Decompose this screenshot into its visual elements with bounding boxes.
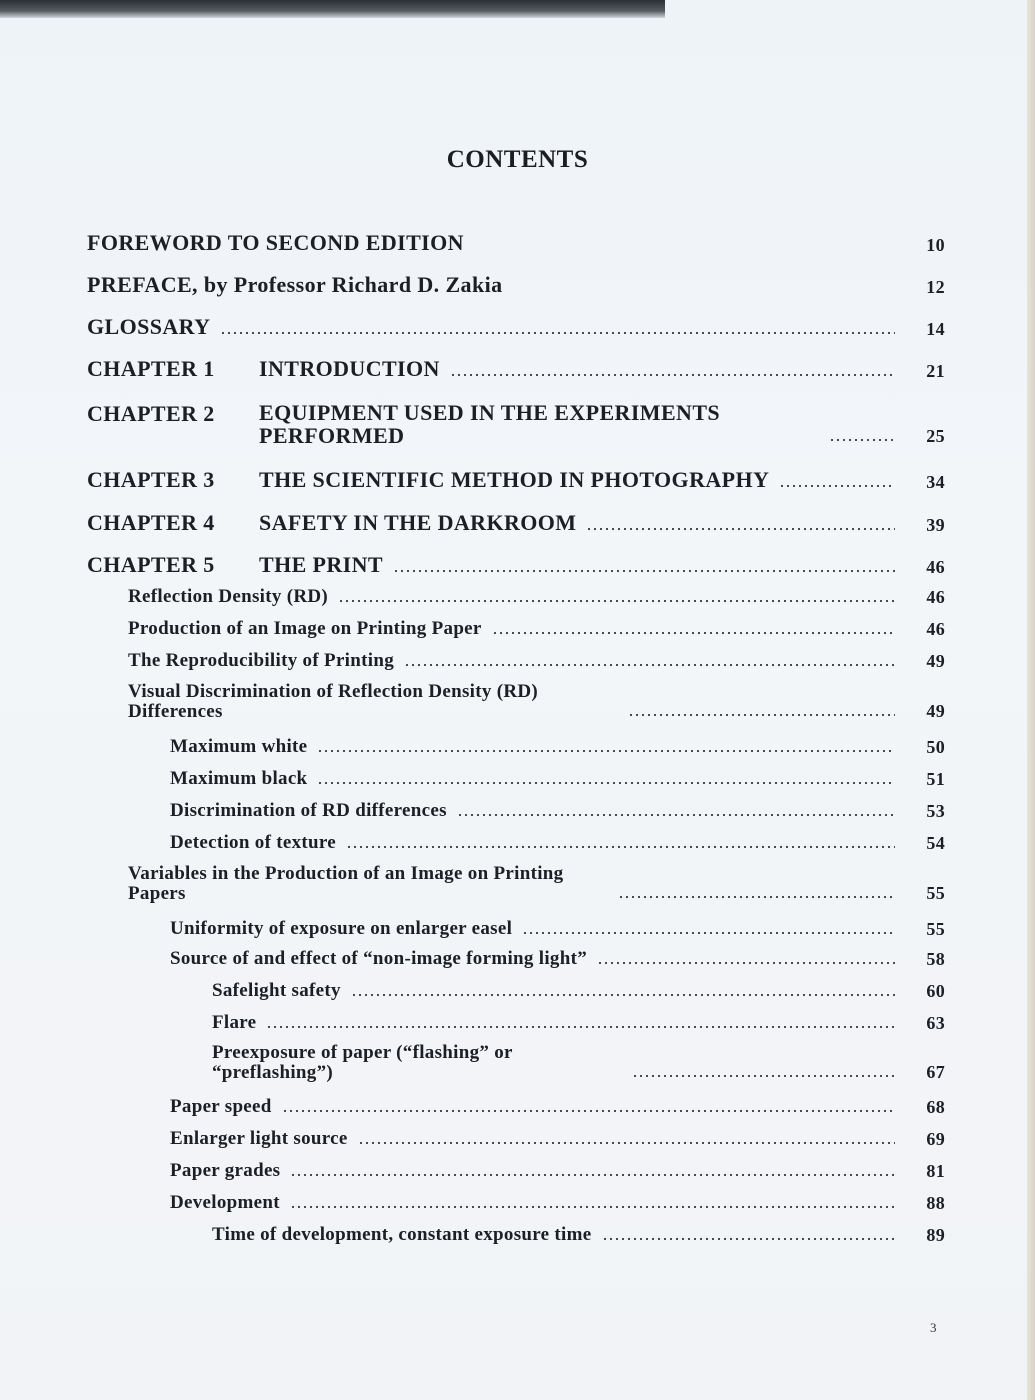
- chapter-label: CHAPTER 5: [87, 552, 215, 577]
- toc-chapter-entry: [87, 356, 945, 382]
- dot-leader: [317, 781, 895, 785]
- dot-leader: [628, 713, 895, 717]
- dot-leader: [317, 749, 895, 753]
- entry-title: Reflection Density (RD): [128, 586, 329, 607]
- entry-page-number: 67: [926, 1061, 945, 1082]
- entry-title: Detection of texture: [170, 832, 337, 853]
- entry-page-number: 55: [926, 882, 945, 903]
- toc-section-entry: [170, 1160, 945, 1182]
- entry-title: Discrimination of RD differences: [170, 800, 447, 821]
- toc-section-entry: [170, 800, 945, 822]
- entry-title: THE PRINT: [259, 552, 384, 577]
- toc-section-entry: [128, 682, 945, 722]
- entry-title: The Reproducibility of Printing: [128, 650, 394, 671]
- chapter-label: CHAPTER 3: [87, 467, 215, 492]
- entry-page-number: 51: [926, 769, 945, 789]
- dot-leader: [290, 1205, 895, 1209]
- entry-title: Enlarger light source: [170, 1128, 348, 1149]
- dot-leader: [338, 599, 895, 603]
- entry-title: Maximum white: [170, 736, 308, 757]
- dot-leader: [290, 1173, 895, 1177]
- toc-section-entry: [170, 1128, 945, 1150]
- entry-title: Safelight safety: [212, 980, 341, 1001]
- toc-section-entry: [212, 1043, 945, 1083]
- entry-page-number: 46: [926, 557, 945, 577]
- toc-front-matter-entry: [87, 230, 945, 256]
- dot-leader: [779, 484, 895, 488]
- dot-leader: [450, 373, 895, 377]
- entry-title: Visual Discrimination of Reflection Density (RD) Differences: [128, 681, 539, 722]
- dot-leader: [393, 569, 895, 573]
- entry-page-number: 88: [926, 1193, 945, 1213]
- entry-title: Source of and effect of “non-image forming light”: [170, 948, 587, 969]
- entry-page-number: 21: [926, 361, 945, 381]
- toc-section-entry: [170, 832, 945, 854]
- toc-section-entry: [170, 948, 945, 970]
- chapter-label: CHAPTER 4: [87, 510, 215, 535]
- dot-leader: [829, 438, 895, 442]
- entry-page-number: 58: [926, 949, 945, 969]
- entry-page-number: 39: [926, 515, 945, 535]
- entry-page-number: 55: [926, 919, 945, 939]
- entry-page-number: 49: [926, 700, 945, 721]
- dot-leader: [618, 895, 895, 899]
- entry-title: SAFETY IN THE DARKROOM: [259, 510, 577, 535]
- dot-leader: [597, 961, 895, 965]
- dot-leader: [632, 1074, 895, 1078]
- entry-page-number: 46: [926, 587, 945, 607]
- entry-title: Paper grades: [170, 1160, 281, 1181]
- entry-title: Development: [170, 1192, 280, 1213]
- toc-section-entry: [128, 864, 945, 904]
- entry-title: EQUIPMENT USED IN THE EXPERIMENTS PERFORMED: [259, 400, 721, 449]
- chapter-label: CHAPTER 1: [87, 356, 215, 381]
- entry-page-number: 49: [926, 651, 945, 671]
- dot-leader: [346, 845, 895, 849]
- toc-front-matter-entry: [87, 314, 945, 340]
- toc-chapter-entry: [87, 552, 945, 578]
- entry-title: Variables in the Production of an Image on Printing Papers: [128, 863, 564, 904]
- toc-section-entry: [128, 586, 945, 608]
- dot-leader: [492, 631, 895, 635]
- entry-title: Maximum black: [170, 768, 308, 789]
- page-edge-shadow: [0, 0, 665, 18]
- chapter-label: CHAPTER 2: [87, 401, 215, 426]
- dot-leader: [457, 813, 895, 817]
- entry-title: Uniformity of exposure on enlarger easel: [170, 918, 513, 939]
- entry-page-number: 69: [926, 1129, 945, 1149]
- entry-page-number: 25: [926, 426, 945, 447]
- toc-section-entry: [212, 1012, 945, 1034]
- entry-title: INTRODUCTION: [259, 356, 440, 381]
- entry-page-number: 50: [926, 737, 945, 757]
- entry-page-number: 46: [926, 619, 945, 639]
- entry-page-number: 12: [926, 277, 945, 297]
- entry-page-number: 89: [926, 1225, 945, 1245]
- entry-page-number: 81: [926, 1161, 945, 1181]
- entry-title: Production of an Image on Printing Paper: [128, 618, 482, 639]
- dot-leader: [266, 1025, 895, 1029]
- toc-section-entry: [128, 618, 945, 640]
- entry-title: Time of development, constant exposure time: [212, 1224, 592, 1245]
- toc-section-entry: [170, 1192, 945, 1214]
- dot-leader: [404, 663, 895, 667]
- entry-page-number: 53: [926, 801, 945, 821]
- toc-section-entry: [128, 650, 945, 672]
- entry-title: Flare: [212, 1012, 257, 1033]
- dot-leader: [220, 331, 895, 335]
- toc-chapter-entry: [87, 510, 945, 536]
- entry-page-number: 63: [926, 1013, 945, 1033]
- entry-title: FOREWORD TO SECOND EDITION: [87, 230, 464, 255]
- toc-section-entry: [170, 736, 945, 758]
- entry-page-number: 54: [926, 833, 945, 853]
- entry-title: GLOSSARY: [87, 314, 211, 339]
- page-number: 3: [930, 1320, 937, 1335]
- page-edge-right: [1027, 0, 1035, 1400]
- dot-leader: [358, 1141, 895, 1145]
- entry-page-number: 34: [926, 472, 945, 492]
- dot-leader: [586, 527, 895, 531]
- toc-chapter-entry: [87, 467, 945, 493]
- entry-page-number: 14: [926, 319, 945, 339]
- toc-chapter-entry: [87, 401, 945, 447]
- dot-leader: [351, 993, 895, 997]
- entry-page-number: 60: [926, 981, 945, 1001]
- dot-leader: [282, 1109, 895, 1113]
- entry-page-number: 68: [926, 1097, 945, 1117]
- toc-section-entry: [170, 1096, 945, 1118]
- toc-section-entry: [170, 768, 945, 790]
- toc-section-entry: [170, 918, 945, 940]
- dot-leader: [602, 1237, 896, 1241]
- entry-title: PREFACE, by Professor Richard D. Zakia: [87, 272, 503, 297]
- page-title: CONTENTS: [446, 146, 589, 173]
- dot-leader: [522, 931, 895, 935]
- toc-section-entry: [212, 1224, 945, 1246]
- toc-front-matter-entry: [87, 272, 945, 298]
- toc-section-entry: [212, 980, 945, 1002]
- entry-title: Preexposure of paper (“flashing” or “preflashing”): [212, 1042, 513, 1083]
- entry-title: THE SCIENTIFIC METHOD IN PHOTOGRAPHY: [259, 467, 770, 492]
- entry-page-number: 10: [926, 235, 945, 255]
- entry-title: Paper speed: [170, 1096, 272, 1117]
